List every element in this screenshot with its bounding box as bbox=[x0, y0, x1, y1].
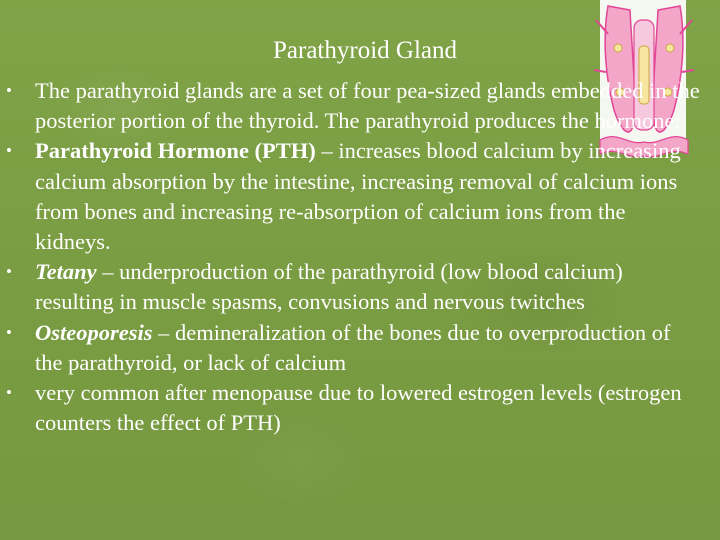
bullet-item bbox=[0, 378, 720, 438]
bullet-text: very common after menopause due to lowered estrogen levels (estrogen counters the effect of PTH) bbox=[35, 380, 682, 436]
bullet-term: Parathyroid Hormone (PTH) bbox=[35, 138, 316, 164]
bullet-text: – demineralization of the bones due to overproduction of the parathyroid, or lack of calcium bbox=[35, 319, 671, 375]
bullet-icon: • bbox=[6, 383, 12, 403]
bullet-text: The parathyroid glands are a set of four pea-sized glands embedded in the posterior portion of the thyroid. The parathyroid produces the hormone: bbox=[35, 78, 700, 134]
bullet-term: Osteoporesis bbox=[35, 319, 153, 345]
bullet-text: – underproduction of the parathyroid (low blood calcium) resulting in muscle spasms, convusions and nervous twitches bbox=[35, 259, 623, 315]
bullet-item bbox=[0, 257, 720, 317]
bullet-item bbox=[0, 76, 720, 136]
bullet-icon: • bbox=[6, 141, 12, 161]
bullet-term: Tetany bbox=[35, 259, 97, 285]
bullet-item bbox=[0, 136, 720, 257]
bullet-list bbox=[0, 76, 720, 438]
bullet-text: – increases blood calcium by increasing calcium absorption by the intestine, increasing removal of calcium ions from bones and increasing re-absorption of calcium ions from the kidneys. bbox=[35, 138, 681, 255]
bullet-icon: • bbox=[6, 81, 12, 100]
bullet-item bbox=[0, 318, 720, 378]
bullet-icon: • bbox=[6, 262, 12, 282]
bullet-icon: • bbox=[6, 322, 12, 342]
slide-title: Parathyroid Gland bbox=[273, 37, 457, 64]
